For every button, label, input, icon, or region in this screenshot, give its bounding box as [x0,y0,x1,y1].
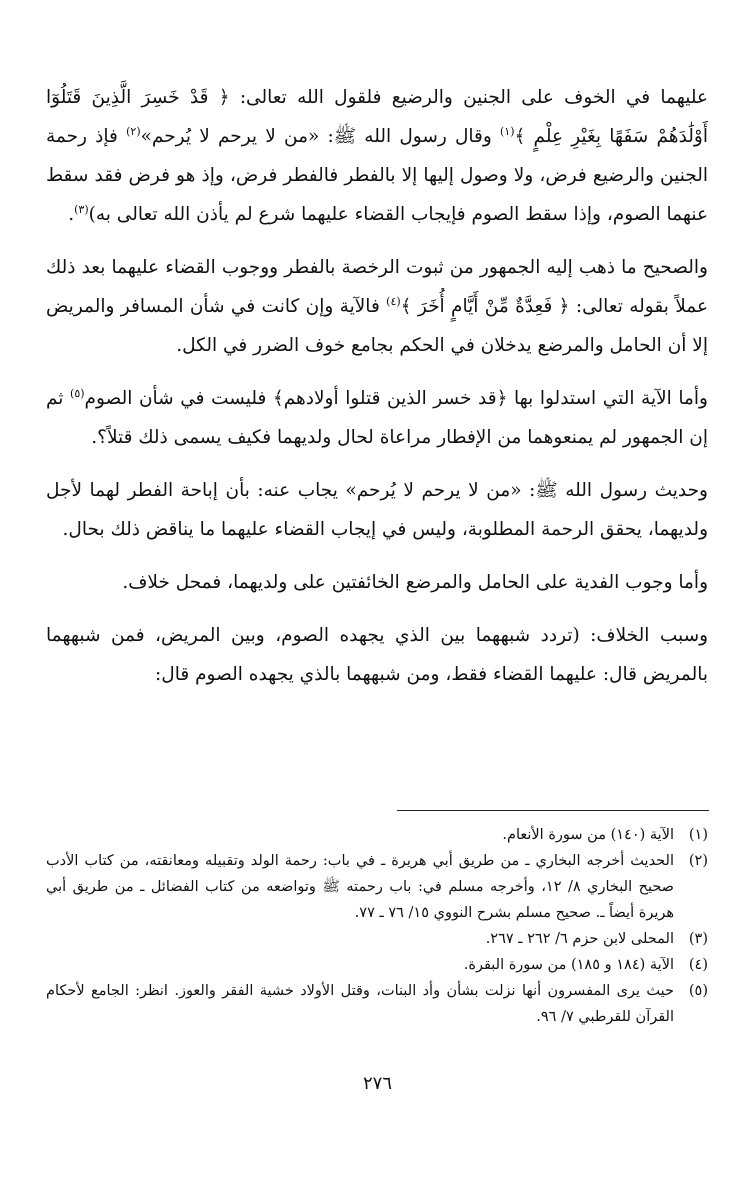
footnote-2 [46,848,708,926]
main-text [46,78,708,708]
footnote-ref-4[interactable]: (٤) [386,294,401,308]
footnote-divider [397,810,709,811]
footnote-text: حيث يرى المفسرون أنها نزلت بشأن وأد البنات، وقتل الأولاد خشية الفقر والعوز. انظر: الجامع لأحكام القرآن للقرطبي ٧/ ٩٦. [46,983,674,1025]
paragraph-1 [46,78,708,234]
paragraph-1-part-d: . [68,204,75,225]
footnotes [46,822,708,1030]
footnote-number: (٥) [688,983,708,999]
paragraph-6: وسبب الخلاف: (تردد شبههما بين الذي يجهده الصوم، وبين المريض، فمن شبههما بالمريض قال: عليهما القضاء فقط، ومن شبههما بالذي يجهده الصوم قال: [46,625,708,685]
footnote-4 [46,952,708,978]
footnote-text: الآية (١٤٠) من سورة الأنعام. [502,827,674,843]
paragraph-3 [46,379,708,457]
footnote-text: الآية (١٨٤ و ١٨٥) من سورة البقرة. [463,957,674,973]
footnote-number: (٢) [688,853,708,869]
paragraph-3-part-b: ثم إن الجمهور لم يمنعوهما من الإفطار مراعاة لحال ولديهما فكيف يسمى ذلك قتلاً؟. [46,388,708,448]
paragraph-1-part-b: وقال رسول الله ﷺ: «من لا يرحم لا يُرحم» [140,126,500,147]
footnote-5 [46,978,708,1030]
footnote-ref-1[interactable]: (١) [500,124,515,138]
footnote-3 [46,926,708,952]
footnote-1 [46,822,708,848]
paragraph-1-part-a: عليهما في الخوف على الجنين والرضيع فلقول الله تعالى: ﴿ قَدْ خَسِرَ الَّذِينَ قَتَلُوٓا أَوْلَٰدَهُمْ سَفَهًا بِغَيْرِ عِلْمٍ ﴾ [46,87,708,147]
footnote-text: المحلى لابن حزم ٦/ ٢٦٢ ـ ٢٦٧. [485,931,674,947]
footnote-number: (٣) [688,931,708,947]
paragraph-3-part-a: وأما الآية التي استدلوا بها ﴿قد خسر الذين قتلوا أولادهم﴾ فليست في شأن الصوم [84,388,708,409]
footnote-ref-5[interactable]: (٥) [70,386,85,400]
footnote-number: (١) [688,827,708,843]
paragraph-1-part-c: فإذ رحمة الجنين والرضيع فرض، ولا وصول إليها إلا بالفطر فالفطر فرض، وإذ هو فرض فقد سقط عنهما الصوم، وإذا سقط الصوم فإيجاب القضاء عليهما شرع لم يأذن الله تعالى به) [46,126,708,225]
page-number: ٢٧٦ [362,1073,392,1094]
paragraph-2-part-b: فالآية وإن كانت في شأن المسافر والمريض إلا أن الحامل والمرضع يدخلان في الحكم بجامع خوف الضرر في الكل. [46,296,708,356]
paragraph-2 [46,248,708,365]
footnote-number: (٤) [688,957,708,973]
paragraph-5: وأما وجوب الفدية على الحامل والمرضع الخائفتين على ولديهما، فمحل خلاف. [122,572,708,593]
footnote-text: الحديث أخرجه البخاري ـ من طريق أبي هريرة ـ في باب: رحمة الولد وتقبيله ومعانقته، من كتاب الأدب صحيح البخاري ٨/ ١٢، وأخرجه مسلم في: باب رحمته ﷺ وتواضعه من كتاب الفضائل ـ من طريق أبي هريرة أيضاً ـ. صحيح مسلم بشرح النووي ١٥/ ٧٦ ـ ٧٧. [46,853,674,921]
footnote-ref-2[interactable]: (٢) [126,124,141,138]
footnote-ref-3[interactable]: (٣) [74,202,89,216]
paragraph-4: وحديث رسول الله ﷺ: «من لا يرحم لا يُرحم» يجاب عنه: بأن إباحة الفطر لهما لأجل ولديهما، يحقق الرحمة المطلوبة، وليس في إيجاب القضاء عليهما ما يناقض ذلك بحال. [46,480,708,540]
paragraph-2-part-a: والصحيح ما ذهب إليه الجمهور من ثبوت الرخصة بالفطر ووجوب القضاء عليهما بعد ذلك عملاً بقوله تعالى: ﴿ فَعِدَّةٌ مِّنْ أَيَّامٍ أُخَرَ ﴾ [46,257,708,317]
